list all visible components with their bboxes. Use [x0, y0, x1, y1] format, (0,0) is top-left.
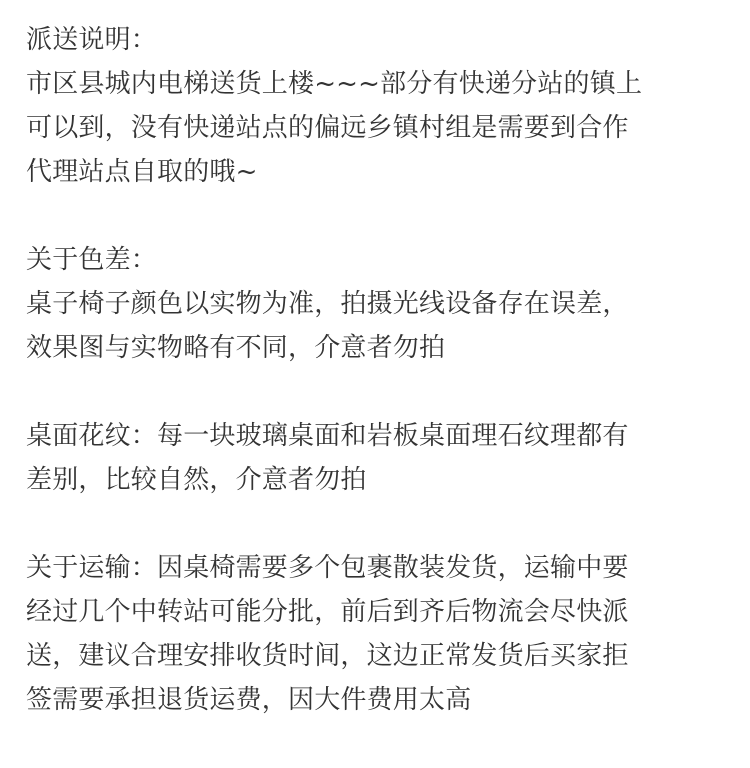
color-text-line: 桌子椅子颜色以实物为准，拍摄光线设备存在误差， — [26, 289, 629, 319]
delivery-heading: 派送说明： — [26, 25, 158, 55]
shipping-text-line: 签需要承担退货运费，因大件费用太高 — [26, 685, 472, 715]
delivery-text-line: 可以到，没有快递站点的偏远乡镇村组是需要到合作 — [26, 113, 629, 143]
pattern-text-line: 差别，比较自然，介意者勿拍 — [26, 465, 367, 495]
shipping-text-line: 经过几个中转站可能分批，前后到齐后物流会尽快派 — [26, 597, 629, 627]
delivery-text-line: 市区县城内电梯送货上楼~~~部分有快递分站的镇上 — [26, 69, 643, 99]
shipping-text-line: 关于运输：因桌椅需要多个包裹散装发货，运输中要 — [26, 553, 629, 583]
shipping-section — [26, 546, 724, 722]
color-heading: 关于色差： — [26, 245, 158, 275]
pattern-text-line: 桌面花纹：每一块玻璃桌面和岩板桌面理石纹理都有 — [26, 421, 629, 451]
color-difference-section — [26, 238, 724, 370]
shipping-text-line: 送，建议合理安排收货时间，这边正常发货后买家拒 — [26, 641, 629, 671]
delivery-instructions-section — [26, 18, 724, 194]
color-text-line: 效果图与实物略有不同，介意者勿拍 — [26, 333, 446, 363]
tabletop-pattern-section — [26, 414, 724, 502]
delivery-text-line: 代理站点自取的哦~ — [26, 157, 258, 187]
